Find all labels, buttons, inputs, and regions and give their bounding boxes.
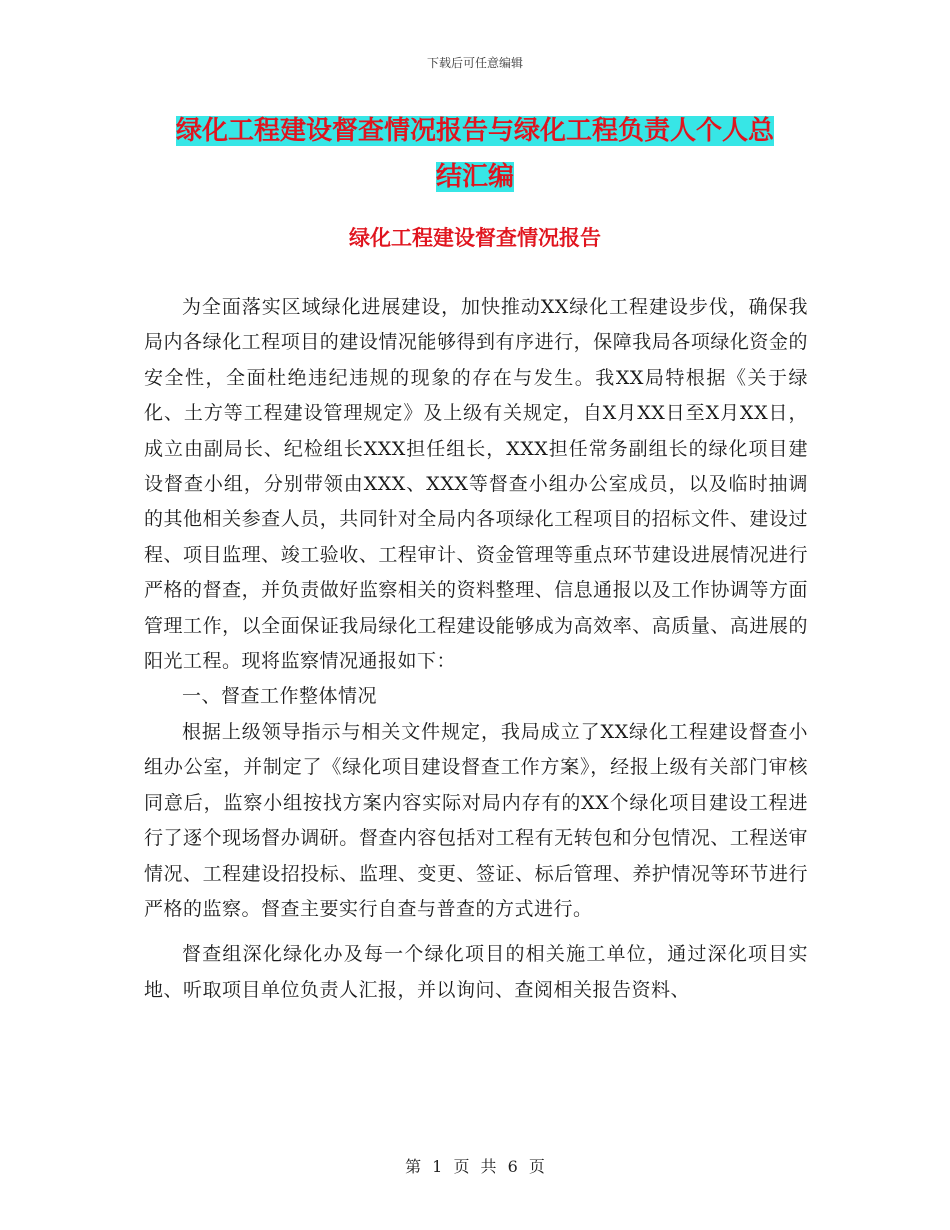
header-note: 下载后可任意编辑 <box>426 56 523 70</box>
body-text <box>144 290 808 1008</box>
document-title-line-1: 绿化工程建设督查情况报告与绿化工程负责人个人总 <box>175 116 774 146</box>
paragraph-intro: 为全面落实区域绿化进展建设，加快推动XX绿化工程建设步伐，确保我局内各绿化工程项目的建设情况能够得到有序进行，保障我局各项绿化资金的安全性，全面杜绝违纪违规的现象的存在与发生。我XX局特根据《关于绿化、土方等工程建设管理规定》及上级有关规定，自X月XX日至X月XX日，成立由副局长、纪检组长XXX担任组长，XXX担任常务副组长的绿化项目建设督查小组，分别带领由XXX、XXX等督查小组办公室成员，以及临时抽调的其他相关参查人员，共同针对全局内各项绿化工程项目的招标文件、建设过程、项目监理、竣工验收、工程审计、资金管理等重点环节建设进展情况进行严格的督查，并负责做好监察相关的资料整理、信息通报以及工作协调等方面管理工作，以全面保证我局绿化工程建设能够成为高效率、高质量、高进展的阳光工程。现将监察情况通报如下： <box>144 296 808 673</box>
page-footer: 第 1 页 共 6 页 <box>405 1157 545 1176</box>
paragraph-overview: 根据上级领导指示与相关文件规定，我局成立了XX绿化工程建设督查小组办公室，并制定了《绿化项目建设督查工作方案》，经报上级有关部门审核同意后，监察小组按找方案内容实际对局内存有的XX个绿化项目建设工程进行了逐个现场督办调研。督查内容包括对工程有无转包和分包情况、工程送审情况、工程建设招投标、监理、变更、签证、标后管理、养护情况等环节进行严格的监察。督查主要实行自查与普查的方式进行。 <box>144 720 808 920</box>
document-title-line-2: 结汇编 <box>435 162 514 192</box>
paragraph-inspection: 督查组深化绿化办及每一个绿化项目的相关施工单位，通过深化项目实地、听取项目单位负责人汇报，并以询问、查阅相关报告资料、 <box>144 943 808 1001</box>
section-heading-overview: 一、督查工作整体情况 <box>182 685 378 708</box>
document-title <box>150 108 800 200</box>
section-title: 绿化工程建设督查情况报告 <box>349 226 601 250</box>
